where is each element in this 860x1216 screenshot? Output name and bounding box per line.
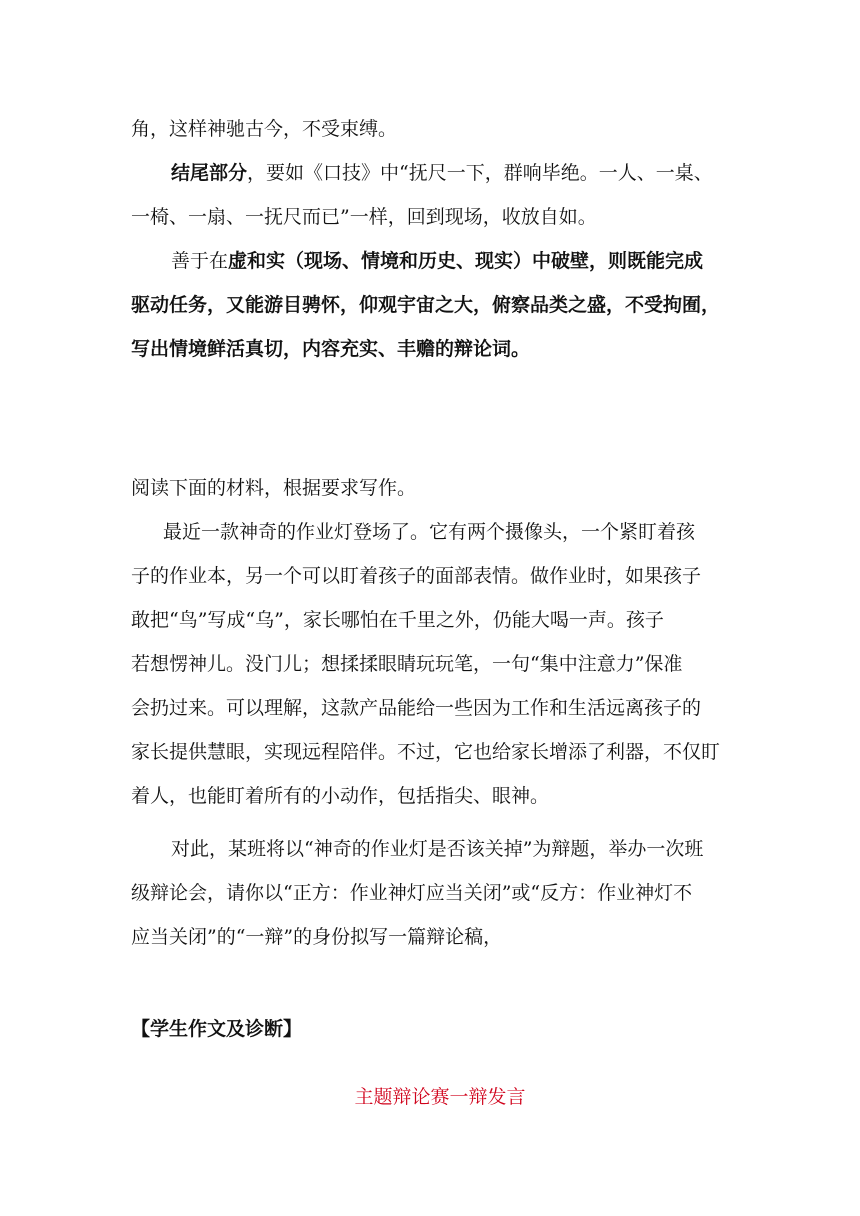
text-span: ，要如《口技》中“抚尺一下，群响毕绝。一人、一桌、 (247, 162, 713, 184)
material-line: 家长提供慧眼，实现远程陪伴。不过，它也给家长增添了利器，不仅盯 (131, 741, 721, 763)
section-heading: 【学生作文及诊断】 (131, 1018, 303, 1040)
essay-title: 主题辩论赛一辩发言 (354, 1086, 526, 1108)
bold-line: 驱动任务，又能游目骋怀，仰观宇宙之大，俯察品类之盛，不受拘囿， (131, 294, 721, 316)
bold-span: 虚和实（现场、情境和历史、现实）中破壁，则既能完成 (228, 250, 704, 272)
material-line: 子的作业本，另一个可以盯着孩子的面部表情。做作业时，如果孩子 (131, 565, 702, 587)
paragraph-ending (171, 161, 713, 185)
task-line: 对此，某班将以“神奇的作业灯是否该关掉”为辩题，举办一次班 (171, 838, 704, 860)
bold-line: 写出情境鲜活真切，内容充实、丰赡的辩论词。 (131, 338, 531, 360)
task-line: 级辩论会，请你以“正方：作业神灯应当关闭”或“反方：作业神灯不 (131, 882, 693, 904)
material-line: 着人，也能盯着所有的小动作，包括指尖、眼神。 (131, 785, 550, 807)
bold-label: 结尾部分 (171, 162, 248, 184)
text-line: 角，这样神驰古今，不受束缚。 (131, 118, 398, 140)
text-span: 善于在 (171, 250, 229, 272)
paragraph-summary (171, 249, 703, 273)
material-line: 若想愣神儿。没门儿；想揉揉眼睛玩玩笔，一句“集中注意力”保准 (131, 653, 683, 675)
material-line: 敢把“鸟”写成“乌”，家长哪怕在千里之外，仍能大喝一声。孩子 (131, 609, 664, 631)
material-line: 会扔过来。可以理解，这款产品能给一些因为工作和生活远离孩子的 (131, 697, 702, 719)
task-line: 应当关闭”的“一辩”的身份拟写一篇辩论稿， (131, 926, 503, 948)
text-line: 一椅、一扇、一抚尺而已”一样，回到现场，收放自如。 (131, 206, 597, 228)
task-instruction: 阅读下面的材料，根据要求写作。 (131, 477, 417, 499)
material-line: 最近一款神奇的作业灯登场了。它有两个摄像头，一个紧盯着孩 (163, 521, 696, 543)
